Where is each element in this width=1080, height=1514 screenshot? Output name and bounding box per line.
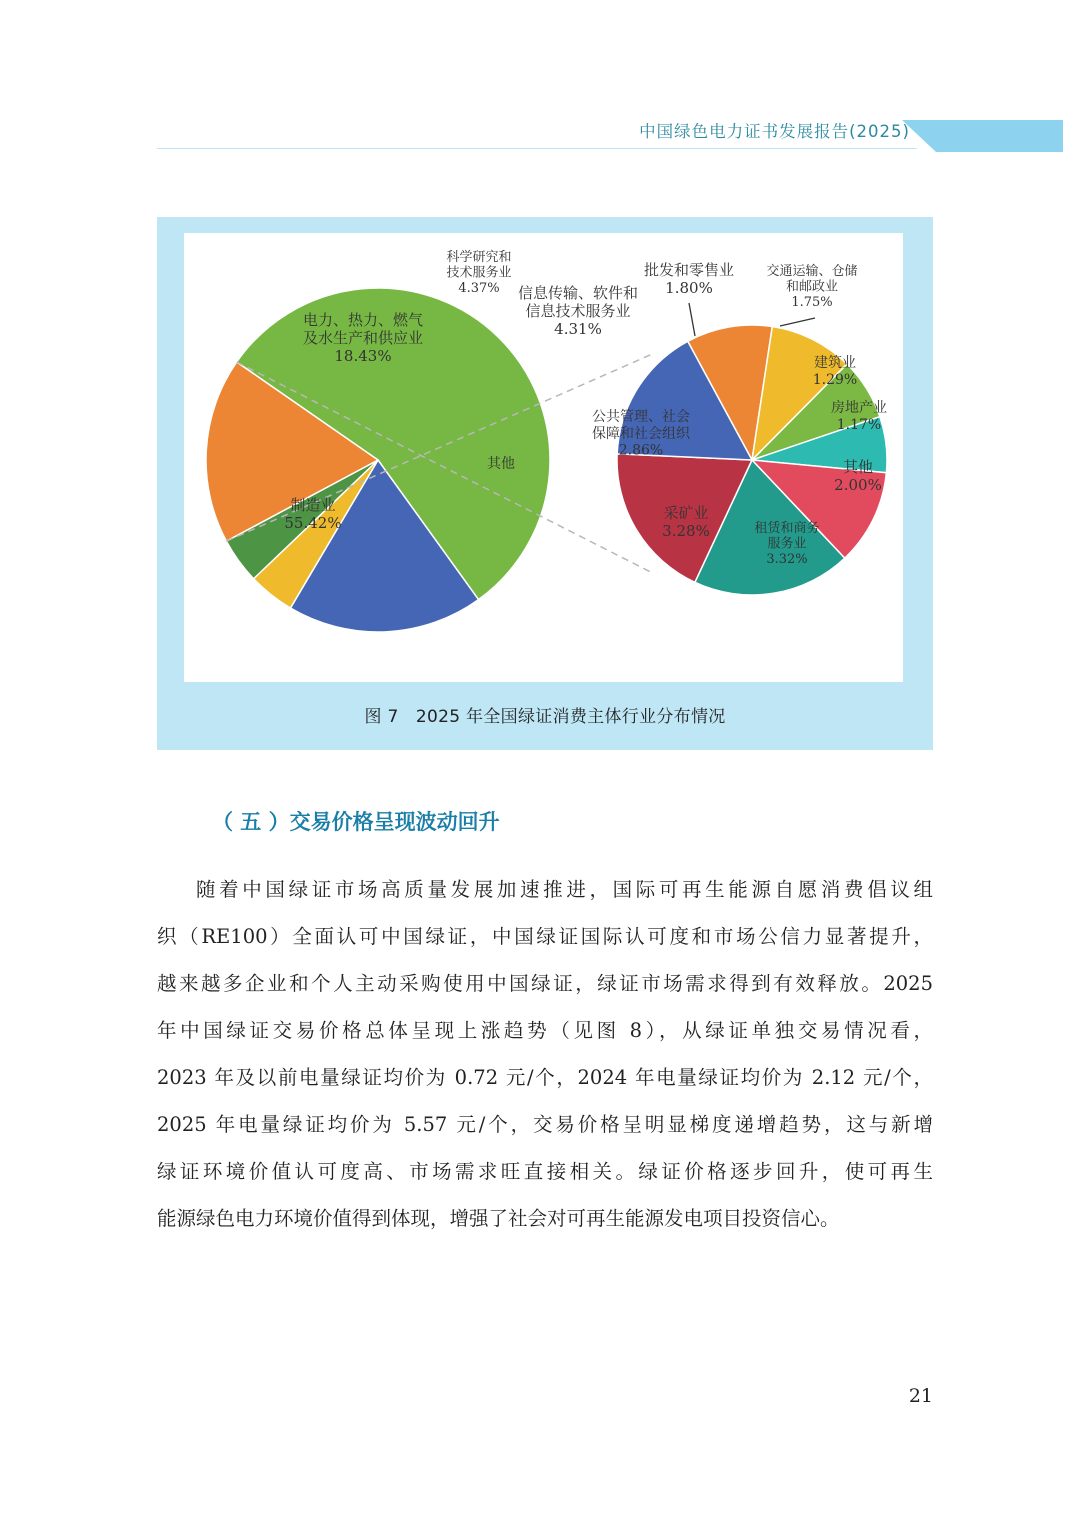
breakdown-slice-label-5: 租赁和商务服务业 3.32%	[754, 521, 820, 568]
breakdown-slice-label-7: 公共管理、社会保障和社会组织 2.86%	[592, 409, 690, 459]
section-heading: （ 五 ）交易价格呈现波动回升	[212, 810, 500, 834]
breakdown-slice-label-3: 房地产业 1.17%	[831, 400, 887, 433]
running-header: 中国绿色电力证书发展报告(2025)	[639, 122, 910, 141]
leader-line-1	[780, 318, 815, 326]
body-paragraph	[157, 866, 933, 1242]
figure-caption: 图 7 2025 年全国绿证消费主体行业分布情况	[364, 707, 726, 727]
main-slice-label-3: 信息传输、软件和信息技术服务业 4.31%	[517, 284, 639, 338]
breakdown-slice-label-1: 交通运输、仓储和邮政业 1.75%	[766, 264, 858, 311]
leader-line-0	[689, 303, 695, 336]
breakdown-slice-label-4: 其他 2.00%	[834, 458, 882, 494]
body-line: 绿证环境价值认可度高、市场需求旺直接相关。绿证价格逐步回升，使可再生	[157, 1160, 933, 1183]
breakdown-slice-label-0: 批发和零售业 1.80%	[643, 261, 735, 297]
main-slice-label-1: 电力、热力、燃气及水生产和供应业 18.43%	[302, 311, 424, 365]
page-number: 21	[908, 1385, 933, 1407]
main-slice-label-4: 其他	[487, 456, 515, 472]
main-slice-label-0: 制造业 55.42%	[284, 496, 342, 532]
body-line: 织（RE100）全面认可中国绿证，中国绿证国际认可度和市场公信力显著提升，	[157, 925, 933, 948]
body-line: 2023 年及以前电量绿证均价为 0.72 元/个，2024 年电量绿证均价为 2.12 元/个，	[157, 1066, 933, 1089]
body-line: 2025 年电量绿证均价为 5.57 元/个，交易价格呈明显梯度递增趋势，这与新增	[157, 1113, 933, 1136]
breakdown-slice-label-2: 建筑业 1.29%	[812, 355, 858, 388]
main-slice-label-2: 科学研究和技术服务业 4.37%	[446, 250, 512, 297]
body-line: 能源绿色电力环境价值得到体现，增强了社会对可再生能源发电项目投资信心。	[157, 1207, 840, 1230]
breakdown-slice-label-6: 采矿业 3.28%	[662, 504, 710, 540]
body-line: 年中国绿证交易价格总体呈现上涨趋势（见图 8），从绿证单独交易情况看，	[157, 1019, 933, 1042]
body-line: 随着中国绿证市场高质量发展加速推进，国际可再生能源自愿消费倡议组	[196, 878, 933, 901]
body-line: 越来越多企业和个人主动采购使用中国绿证，绿证市场需求得到有效释放。2025	[157, 972, 933, 995]
